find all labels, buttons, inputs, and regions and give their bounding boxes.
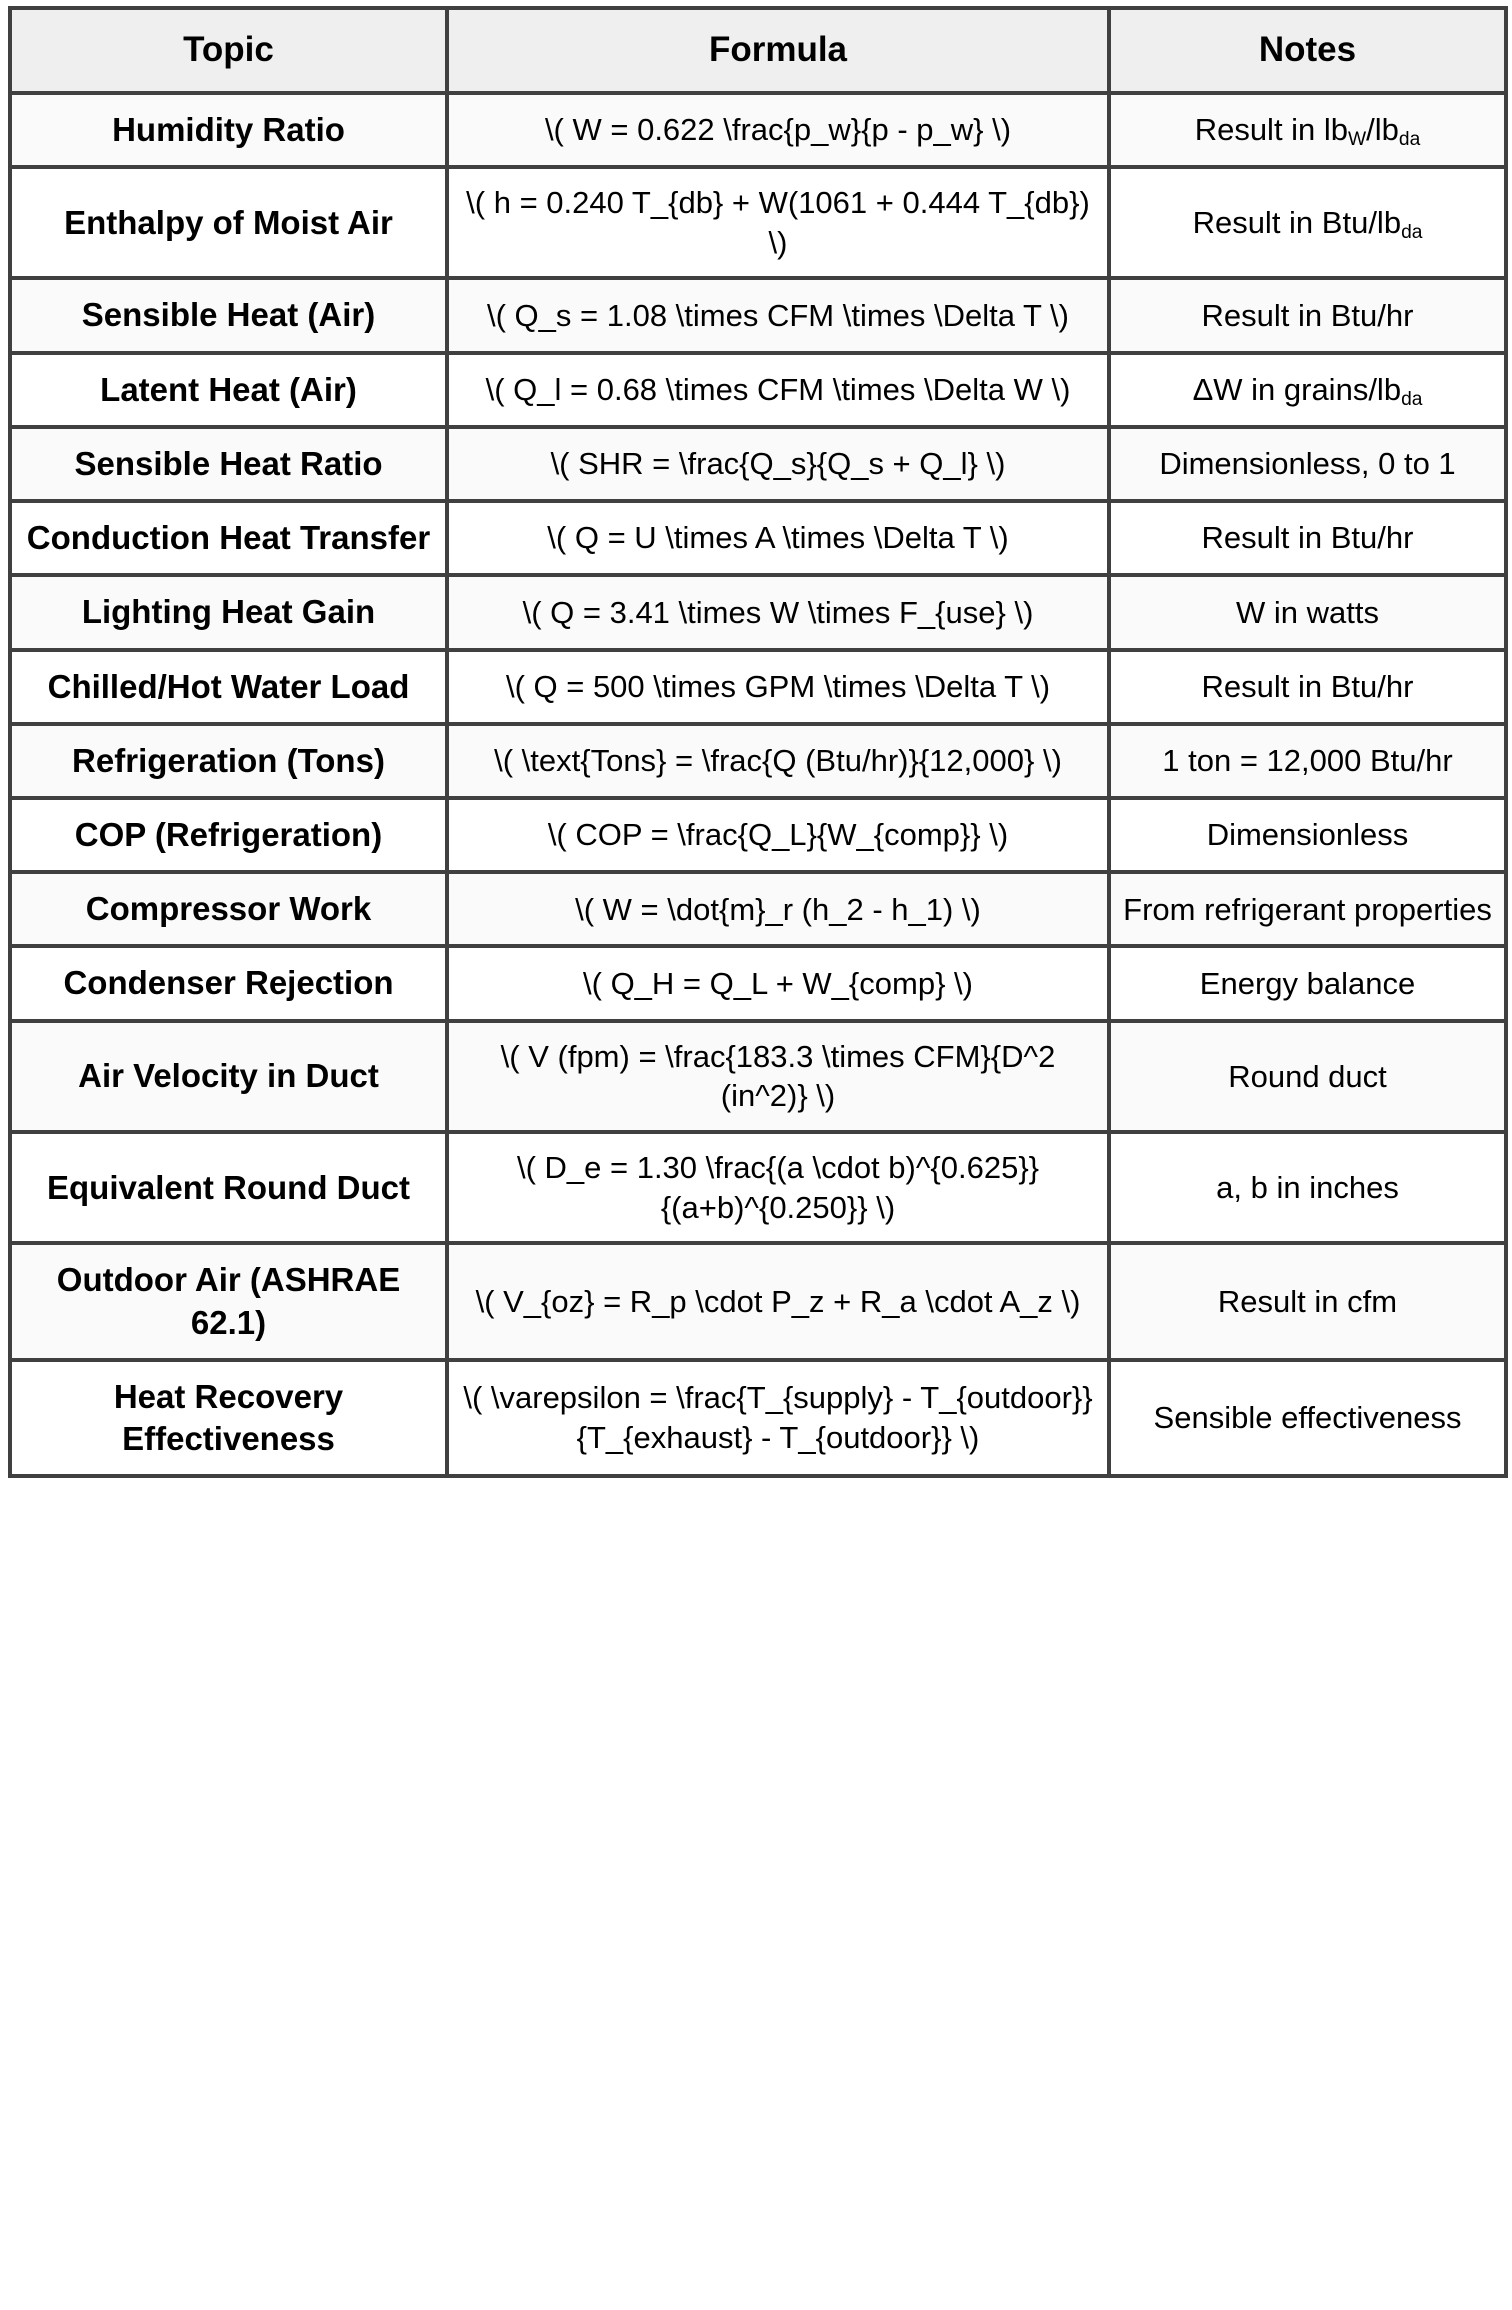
cell-notes: Result in Btu/hr — [1109, 501, 1506, 575]
cell-notes: a, b in inches — [1109, 1132, 1506, 1243]
cell-topic: Heat Recovery Effectiveness — [10, 1360, 447, 1476]
cell-topic: Conduction Heat Transfer — [10, 501, 447, 575]
table-row — [10, 167, 1506, 278]
cell-notes: Energy balance — [1109, 946, 1506, 1020]
table-body — [10, 93, 1506, 1477]
cell-notes: Dimensionless, 0 to 1 — [1109, 427, 1506, 501]
cell-topic: Enthalpy of Moist Air — [10, 167, 447, 278]
column-header-topic: Topic — [10, 8, 447, 93]
table-row — [10, 650, 1506, 724]
column-header-formula: Formula — [447, 8, 1109, 93]
cell-formula: \( D_e = 1.30 \frac{(a \cdot b)^{0.625}}{(a+b)^{0.250}} \) — [447, 1132, 1109, 1243]
notes-text: Result in lb — [1194, 112, 1349, 148]
cell-notes — [1109, 93, 1506, 167]
cell-topic: Sensible Heat (Air) — [10, 278, 447, 352]
cell-notes: From refrigerant properties — [1109, 872, 1506, 946]
cell-topic: COP (Refrigeration) — [10, 798, 447, 872]
cell-formula: \( COP = \frac{Q_L}{W_{comp}} \) — [447, 798, 1109, 872]
cell-notes — [1109, 167, 1506, 278]
cell-notes — [1109, 353, 1506, 427]
cell-formula: \( Q_s = 1.08 \times CFM \times \Delta T \) — [447, 278, 1109, 352]
table-row — [10, 353, 1506, 427]
cell-formula: \( \text{Tons} = \frac{Q (Btu/hr)}{12,000} \) — [447, 724, 1109, 798]
cell-topic: Refrigeration (Tons) — [10, 724, 447, 798]
notes-text: ΔW in grains/lb — [1192, 371, 1402, 407]
notes-subscript: da — [1398, 129, 1421, 151]
table-row — [10, 501, 1506, 575]
cell-notes: Dimensionless — [1109, 798, 1506, 872]
cell-formula: \( V_{oz} = R_p \cdot P_z + R_a \cdot A_z \) — [447, 1243, 1109, 1359]
cell-notes: Result in Btu/hr — [1109, 278, 1506, 352]
cell-topic: Outdoor Air (ASHRAE 62.1) — [10, 1243, 447, 1359]
cell-topic: Latent Heat (Air) — [10, 353, 447, 427]
cell-notes: Sensible effectiveness — [1109, 1360, 1506, 1476]
table-row — [10, 1360, 1506, 1476]
notes-subscript: da — [1401, 389, 1423, 411]
cell-topic: Equivalent Round Duct — [10, 1132, 447, 1243]
table-header-row — [10, 8, 1506, 93]
cell-topic: Compressor Work — [10, 872, 447, 946]
table-row — [10, 575, 1506, 649]
cell-topic: Humidity Ratio — [10, 93, 447, 167]
table-row — [10, 1021, 1506, 1132]
cell-formula: \( W = \dot{m}_r (h_2 - h_1) \) — [447, 872, 1109, 946]
notes-text: Result in Btu/lb — [1192, 204, 1402, 240]
table-row — [10, 798, 1506, 872]
cell-formula: \( Q = U \times A \times \Delta T \) — [447, 501, 1109, 575]
cell-notes: 1 ton = 12,000 Btu/hr — [1109, 724, 1506, 798]
cell-formula: \( W = 0.622 \frac{p_w}{p - p_w} \) — [447, 93, 1109, 167]
cell-topic: Condenser Rejection — [10, 946, 447, 1020]
table-row — [10, 872, 1506, 946]
column-header-notes: Notes — [1109, 8, 1506, 93]
table-row — [10, 93, 1506, 167]
cell-topic: Sensible Heat Ratio — [10, 427, 447, 501]
cell-formula: \( Q = 3.41 \times W \times F_{use} \) — [447, 575, 1109, 649]
notes-subscript: W — [1348, 129, 1367, 151]
cell-notes: Round duct — [1109, 1021, 1506, 1132]
cell-formula: \( SHR = \frac{Q_s}{Q_s + Q_l} \) — [447, 427, 1109, 501]
table-row — [10, 1243, 1506, 1359]
cell-formula: \( h = 0.240 T_{db} + W(1061 + 0.444 T_{db}) \) — [447, 167, 1109, 278]
cell-topic: Lighting Heat Gain — [10, 575, 447, 649]
notes-text: /lb — [1366, 112, 1399, 148]
table-row — [10, 1132, 1506, 1243]
cell-notes: Result in cfm — [1109, 1243, 1506, 1359]
cell-formula: \( V (fpm) = \frac{183.3 \times CFM}{D^2 (in^2)} \) — [447, 1021, 1109, 1132]
cell-formula: \( Q = 500 \times GPM \times \Delta T \) — [447, 650, 1109, 724]
table-row — [10, 427, 1506, 501]
formula-table — [8, 6, 1508, 1478]
cell-formula: \( Q_H = Q_L + W_{comp} \) — [447, 946, 1109, 1020]
table-row — [10, 278, 1506, 352]
notes-subscript: da — [1401, 222, 1423, 244]
cell-formula: \( Q_l = 0.68 \times CFM \times \Delta W \) — [447, 353, 1109, 427]
table-header — [10, 8, 1506, 93]
cell-formula: \( \varepsilon = \frac{T_{supply} - T_{outdoor}}{T_{exhaust} - T_{outdoor}} \) — [447, 1360, 1109, 1476]
table-row — [10, 946, 1506, 1020]
table-row — [10, 724, 1506, 798]
cell-notes: Result in Btu/hr — [1109, 650, 1506, 724]
cell-topic: Air Velocity in Duct — [10, 1021, 447, 1132]
cell-notes: W in watts — [1109, 575, 1506, 649]
cell-topic: Chilled/Hot Water Load — [10, 650, 447, 724]
